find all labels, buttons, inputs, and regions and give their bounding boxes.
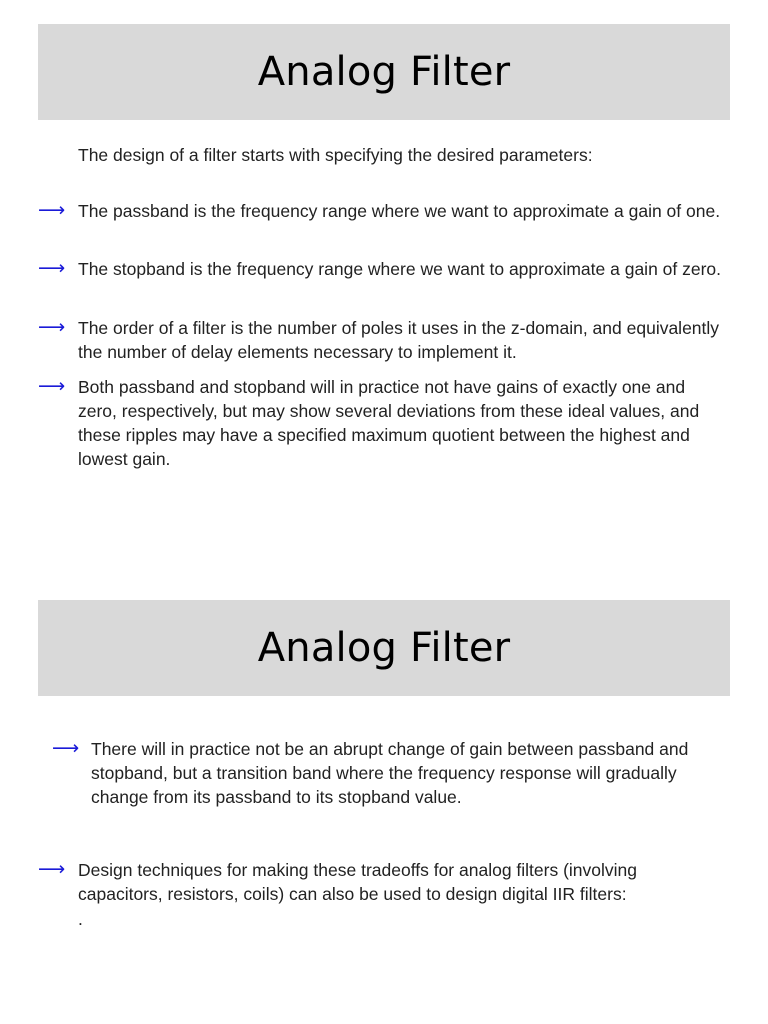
arrow-right-icon: ⟶: [38, 375, 66, 397]
arrow-right-icon: ⟶: [52, 737, 80, 759]
bullet-text: The order of a filter is the number of poles it uses in the z-domain, and equivalently the number of delay elements necessary to implement it.: [78, 318, 720, 362]
bullet-text: The stopband is the frequency range where we want to approximate a gain of zero.: [78, 259, 722, 279]
bullet-text: The passband is the frequency range where we want to approximate a gain of one.: [78, 201, 721, 221]
slide-1-intro: The design of a filter starts with specifying the desired parameters:: [78, 145, 593, 165]
bullet-text: Both passband and stopband will in practice not have gains of exactly one and zero, respectively, but may show several deviations from these ideal values, and these ripples may have a specified maximum quotient between the highest and lowest gain.: [78, 377, 700, 469]
bullet-text: There will in practice not be an abrupt change of gain between passband and stopband, but a transition band where the frequency response will gradually change from its passband to its stopband value.: [91, 739, 689, 807]
arrow-right-icon: ⟶: [38, 858, 66, 880]
slide-2-title-bar: [38, 600, 730, 696]
arrow-right-icon: ⟶: [38, 316, 66, 338]
arrow-right-icon: ⟶: [38, 257, 66, 279]
arrow-right-icon: ⟶: [38, 199, 66, 221]
slide-2-title: Analog Filter: [257, 625, 511, 671]
trailing-mark: .: [78, 909, 83, 929]
slide-1-title: Analog Filter: [257, 49, 511, 95]
bullet-text: Design techniques for making these tradeoffs for analog filters (involving capacitors, resistors, coils) can also be used to design digital IIR filters:: [78, 860, 638, 904]
